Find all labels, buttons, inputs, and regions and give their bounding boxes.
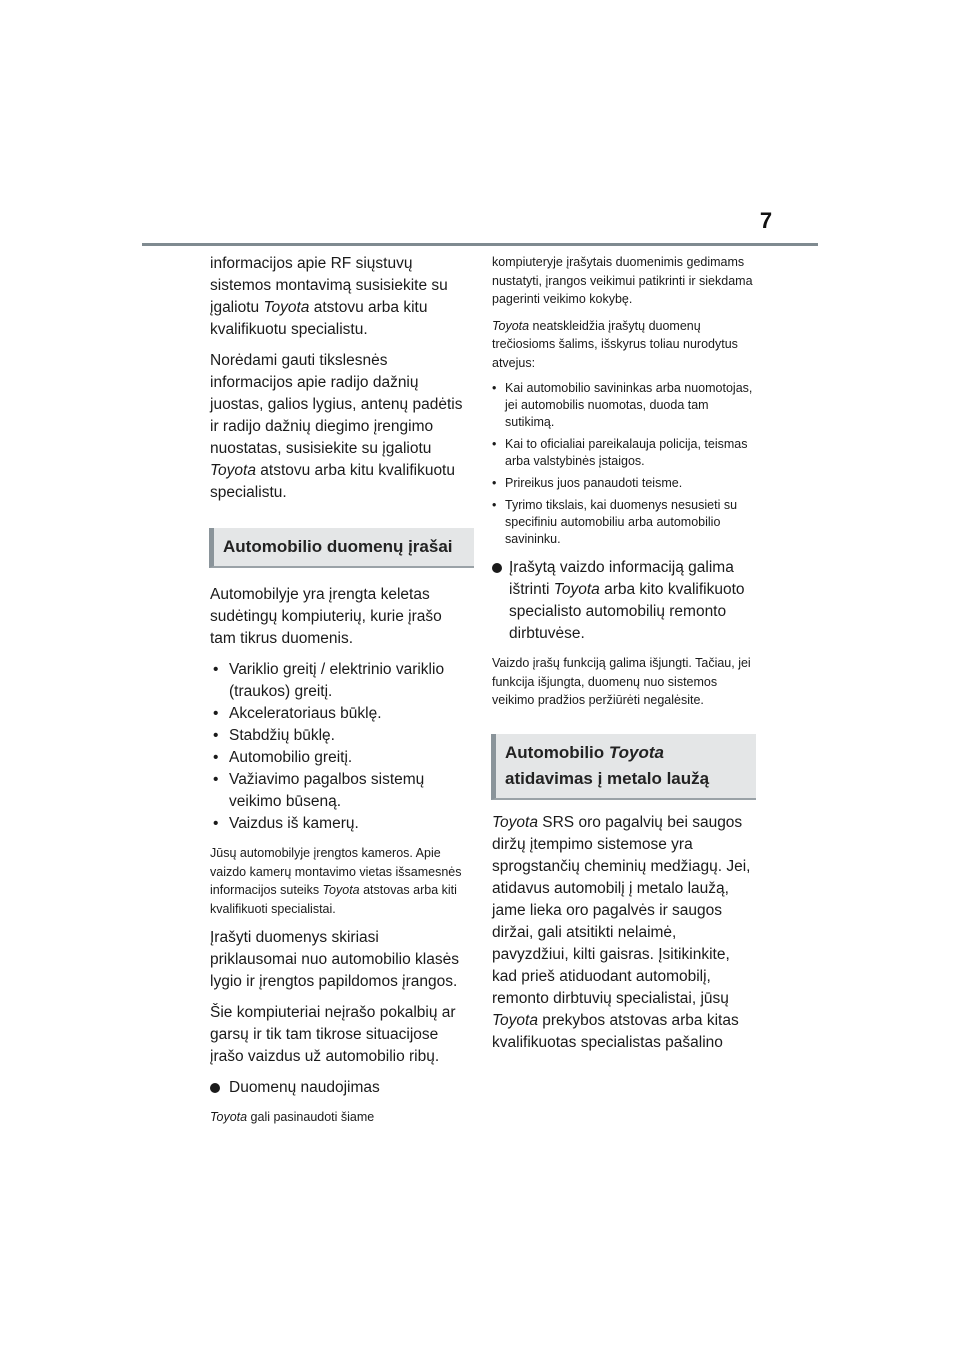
list-item: • Vaizdus iš kamerų. [210, 813, 470, 835]
list-item: • Variklio greitį / elektrinio variklio (traukos) greitį. [210, 659, 470, 703]
list-item: • Tyrimo tikslais, kai duomenys nesusieti su specifiniu automobiliu arba automobilio savininku. [492, 497, 754, 548]
paragraph-recorded-data: Įrašyti duomenys skiriasi priklausomai nuo automobilio klasės lygio ir įrengtos papildomos įrangos. [210, 929, 459, 990]
subheading-data-usage: Duomenų naudojimas [210, 1077, 470, 1099]
list-item: • Važiavimo pagalbos sistemų veikimo būseną. [210, 769, 470, 813]
note-disable-recording: Vaizdo įrašų funkciją galima išjungti. Tačiau, jei funkcija išjungta, duomenų nuo sistemos veikimo pradžios peržiūrėti negalėsite. [492, 656, 751, 707]
page-number: 7 [759, 208, 773, 233]
section-heading-scrapping: Automobilio Toyota atidavimas į metalo laužą [491, 734, 756, 800]
right-column [492, 253, 754, 1063]
section-heading-vehicle-data: Automobilio duomenų įrašai [209, 528, 474, 568]
bullet-disc-icon [210, 1083, 220, 1093]
list-item: • Akceleratoriaus būklę. [210, 703, 470, 725]
list-item: • Kai to oficialiai pareikalauja policija, teismas arba valstybinės įstaigos. [492, 436, 754, 470]
paragraph-srs-explosives: Toyota SRS oro pagalvių bei saugos diržų įtempimo sistemose yra sprogstančių cheminių medžiagų. Jei, atidavus automobilį į metalo laužą, jame lieka oro pagalvės ir saugos diržai, gali atsitikti nelaimė, pavyzdžiui, kilti gaisras. Įsitikinkite, kad prieš atiduodant automobilį, remonto dirbtuvių specialistai, jūsų Toyota prekybos atstovas arba kitas kvalifikuotas specialistas pašalino [492, 813, 751, 1051]
note-cameras: Jūsų automobilyje įrengtos kameros. Apie vaizdo kamerų montavimo vietas išsamesnės informacijos suteiks Toyota atstovas arba kiti kvalifikuoti specialistai. [210, 846, 462, 916]
disclosure-exceptions-list [492, 380, 754, 548]
list-item: • Stabdžių būklę. [210, 725, 470, 747]
left-column [210, 253, 470, 1136]
subheading-delete-video: Įrašytą vaizdo informaciją galima ištrinti Toyota arba kito kvalifikuoto specialisto automobilių remonto dirbtuvėse. [492, 557, 754, 645]
paragraph-data-purpose: kompiuteryje įrašytais duomenimis gedimams nustatyti, įrangos veikimui patikrinti ir siekdama pagerinti veikimo kokybę. [492, 255, 753, 306]
paragraph-computers: Automobilyje yra įrengta keletas sudėtingų kompiuterių, kurie įrašo tam tikrus duomenis. [210, 586, 442, 647]
recorded-data-list [210, 659, 470, 835]
list-item: • Automobilio greitį. [210, 747, 470, 769]
paragraph-rf-transmitter: informacijos apie RF siųstuvų sistemos montavimą susisiekite su įgaliotu Toyota atstovu arba kitu kvalifikuotu specialistu. [210, 255, 448, 338]
paragraph-no-disclosure: Toyota neatskleidžia įrašytų duomenų trečiosioms šalims, išskyrus toliau nurodytus atvejus: [492, 318, 738, 370]
header-rule [142, 243, 818, 246]
paragraph-no-audio: Šie kompiuteriai neįrašo pokalbių ar garsų ir tik tam tikrose situacijose įrašo vaizdus už automobilio ribų. [210, 1004, 456, 1065]
paragraph-radio-frequency: Norėdami gauti tikslesnės informacijos apie radijo dažnių juostas, galios lygius, antenų padėtis ir radijo dažnių diegimo įrengimo nuostatas, susisiekite su įgaliotu Toyota atstovu arba kitu kvalifikuotu specialistu. [210, 352, 463, 501]
paragraph-data-usage: Toyota gali pasinaudoti šiame [210, 1110, 375, 1124]
list-item: • Prireikus juos panaudoti teisme. [492, 475, 754, 492]
bullet-disc-icon [492, 563, 502, 573]
list-item: • Kai automobilio savininkas arba nuomotojas, jei automobilis nuomotas, duoda tam sutikimą. [492, 380, 754, 431]
